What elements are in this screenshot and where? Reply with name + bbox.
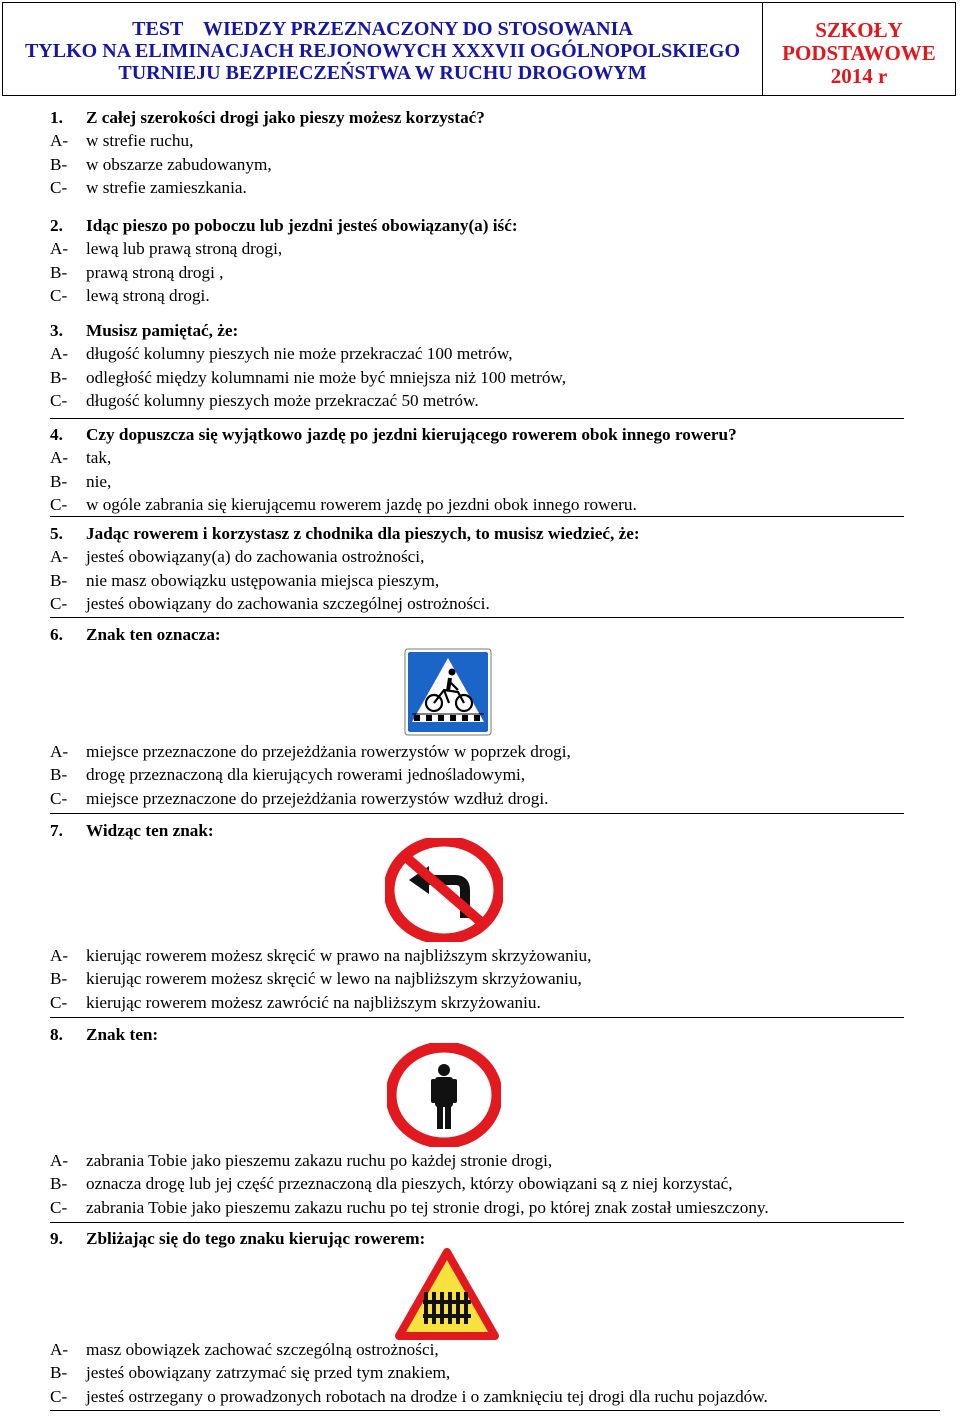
answer-b[interactable] [50, 154, 485, 177]
school-level-line-2: PODSTAWOWE [782, 41, 936, 65]
question-text: Czy dopuszcza się wyjątkowo jazdę po jezdni kierującego rowerem obok innego roweru? [86, 425, 737, 444]
question-text: Widząc ten znak: [86, 821, 214, 840]
question-text: Z całej szerokości drogi jako pieszy możesz korzystać? [86, 108, 485, 127]
answer-letter: A- [50, 239, 69, 259]
answer-c[interactable] [50, 285, 518, 308]
answer-a[interactable] [50, 1339, 768, 1362]
question-8 [50, 1024, 158, 1047]
answer-b[interactable] [50, 968, 591, 991]
question-number: 7. [50, 821, 63, 840]
title-line-3: TURNIEJU BEZPIECZEŃSTWA W RUCHU DROGOWYM [118, 62, 647, 84]
answer-letter: C- [50, 1197, 68, 1217]
answer-text: nie, [86, 471, 112, 491]
answer-letter: A- [50, 448, 69, 468]
answer-text: prawą stroną drogi , [86, 262, 224, 282]
question-number: 4. [50, 425, 63, 444]
answer-text: masz obowiązek zachować szczególną ostrożności, [86, 1340, 439, 1359]
answer-b[interactable] [50, 764, 571, 787]
answer-text: miejsce przeznaczone do przejeżdżania rowerzystów wzdłuż drogi. [86, 788, 549, 808]
school-level-year: 2014 r [830, 64, 888, 88]
title-line-2: TYLKO NA ELIMINACJACH REJONOWYCH XXXVII OGÓLNOPOLSKIEGO [24, 40, 741, 62]
answer-letter: A- [50, 131, 69, 151]
answer-text: jesteś obowiązany do zachowania szczególnej ostrożności. [86, 593, 490, 613]
question-text: Idąc pieszo po poboczu lub jezdni jesteś obowiązany(a) iść: [86, 216, 518, 235]
answer-text: lewą stroną drogi. [86, 285, 210, 305]
answer-a[interactable] [50, 130, 485, 153]
answer-letter: B- [50, 570, 68, 590]
answer-letter: C- [50, 285, 68, 305]
no-left-turn-sign [385, 838, 503, 942]
question-number: 1. [50, 108, 63, 127]
answer-b[interactable] [50, 1173, 769, 1196]
answer-letter: B- [50, 367, 68, 387]
question-7 [50, 820, 214, 843]
answer-letter: C- [50, 593, 68, 613]
question-text: Zbliżając się do tego znaku kierując rowerem: [86, 1229, 426, 1248]
question-5 [50, 523, 640, 616]
answer-letter: A- [50, 946, 69, 965]
answer-text: odległość między kolumnami nie może być mniejsza niż 100 metrów, [86, 367, 567, 387]
answer-letter: A- [50, 742, 69, 761]
answer-a[interactable] [50, 1150, 769, 1173]
answer-text: zabrania Tobie jako pieszemu zakazu ruchu po tej stronie drogi, po której znak został umieszczony. [86, 1197, 769, 1217]
answer-text: jesteś obowiązany zatrzymać się przed tym znakiem, [86, 1363, 451, 1383]
answer-text: jesteś ostrzegany o prowadzonych robotach na drodze i o zamknięciu tej drogi dla ruchu pojazdów. [86, 1386, 768, 1406]
answer-text: długość kolumny pieszych może przekraczać 50 metrów. [86, 390, 479, 410]
answer-c[interactable] [50, 992, 591, 1015]
answer-a[interactable] [50, 741, 571, 764]
question-number: 9. [50, 1229, 63, 1248]
test-title [3, 3, 763, 95]
separator-line [50, 418, 904, 419]
answer-b[interactable] [50, 570, 640, 593]
question-9 [50, 1228, 425, 1251]
answer-letter: A- [50, 1151, 69, 1170]
answer-c[interactable] [50, 1386, 768, 1409]
answer-text: jesteś obowiązany(a) do zachowania ostrożności, [86, 547, 425, 567]
answer-letter: A- [50, 1340, 69, 1359]
answer-c[interactable] [50, 494, 737, 517]
separator-line [50, 516, 904, 517]
answer-b[interactable] [50, 262, 518, 285]
answer-a[interactable] [50, 238, 518, 261]
answer-a[interactable] [50, 546, 640, 569]
answer-c[interactable] [50, 593, 640, 616]
answer-text: zabrania Tobie jako pieszemu zakazu ruchu po każdej stronie drogi, [86, 1151, 553, 1170]
answer-letter: B- [50, 154, 68, 174]
separator-line [50, 617, 904, 618]
answer-text: w strefie zamieszkania. [86, 177, 247, 197]
bicycle-crossing-sign [404, 648, 492, 736]
answer-letter: C- [50, 788, 68, 808]
question-text: Znak ten oznacza: [86, 625, 221, 644]
answer-letter: B- [50, 1363, 68, 1383]
no-pedestrians-sign [387, 1043, 501, 1147]
answer-text: kierując rowerem możesz zawrócić na najbliższym skrzyżowaniu. [86, 992, 541, 1012]
railway-crossing-with-barriers-sign [395, 1248, 499, 1340]
question-number: 3. [50, 321, 63, 340]
answer-b[interactable] [50, 1362, 768, 1385]
answer-letter: A- [50, 547, 69, 567]
school-level-line-1: SZKOŁY [815, 18, 903, 42]
question-6-answers [50, 741, 571, 811]
question-2 [50, 215, 518, 308]
question-8-answers [50, 1150, 769, 1220]
answer-text: nie masz obowiązku ustępowania miejsca pieszym, [86, 570, 440, 590]
answer-a[interactable] [50, 945, 591, 968]
answer-text: kierując rowerem możesz skręcić w prawo na najbliższym skrzyżowaniu, [86, 946, 592, 965]
answer-c[interactable] [50, 177, 485, 200]
answer-letter: C- [50, 494, 68, 514]
school-level [763, 3, 955, 111]
answer-letter: B- [50, 262, 68, 282]
answer-text: w ogóle zabrania się kierującemu rowerem jazdę po jezdni obok innego roweru. [86, 494, 637, 514]
answer-c[interactable] [50, 788, 571, 811]
answer-text: lewą lub prawą stroną drogi, [86, 239, 283, 259]
answer-letter: B- [50, 471, 68, 491]
answer-a[interactable] [50, 343, 566, 366]
answer-b[interactable] [50, 367, 566, 390]
answer-letter: C- [50, 390, 68, 410]
answer-a[interactable] [50, 447, 737, 470]
answer-text: długość kolumny pieszych nie może przekraczać 100 metrów, [86, 344, 513, 364]
question-text: Jadąc rowerem i korzystasz z chodnika dla pieszych, to musisz wiedzieć, że: [86, 524, 640, 543]
answer-c[interactable] [50, 1197, 769, 1220]
answer-text: w strefie ruchu, [86, 131, 194, 151]
separator-line [50, 1017, 904, 1018]
test-header [2, 2, 956, 96]
answer-letter: A- [50, 344, 69, 364]
question-4 [50, 424, 737, 517]
answer-letter: C- [50, 177, 68, 197]
answer-text: tak, [86, 448, 112, 468]
question-6 [50, 624, 221, 647]
question-number: 8. [50, 1025, 63, 1044]
question-number: 6. [50, 625, 63, 644]
answer-c[interactable] [50, 390, 566, 413]
question-9-answers [50, 1339, 768, 1409]
answer-text: drogę przeznaczoną dla kierujących rowerami jednośladowymi, [86, 765, 526, 785]
bottom-rule [50, 1410, 940, 1411]
answer-letter: B- [50, 765, 68, 785]
question-text: Musisz pamiętać, że: [86, 321, 239, 340]
question-number: 2. [50, 216, 63, 235]
answer-letter: B- [50, 1174, 68, 1194]
question-number: 5. [50, 524, 63, 543]
question-text: Znak ten: [86, 1025, 159, 1044]
title-line-1: TEST WIEDZY PRZEZNACZONY DO STOSOWANIA [132, 18, 633, 40]
question-3 [50, 320, 566, 413]
separator-line [50, 1222, 904, 1223]
answer-letter: B- [50, 969, 68, 989]
answer-text: w obszarze zabudowanym, [86, 154, 272, 174]
answer-text: oznacza drogę lub jej część przeznaczoną dla pieszych, którzy obowiązani są z niej korzystać, [86, 1174, 733, 1194]
question-1 [50, 107, 485, 200]
separator-line [50, 813, 904, 814]
question-7-answers [50, 945, 591, 1015]
answer-letter: C- [50, 992, 68, 1012]
answer-text: miejsce przeznaczone do przejeżdżania rowerzystów w poprzek drogi, [86, 742, 571, 761]
answer-b[interactable] [50, 471, 737, 494]
answer-letter: C- [50, 1386, 68, 1406]
answer-text: kierując rowerem możesz skręcić w lewo na najbliższym skrzyżowaniu, [86, 969, 582, 989]
